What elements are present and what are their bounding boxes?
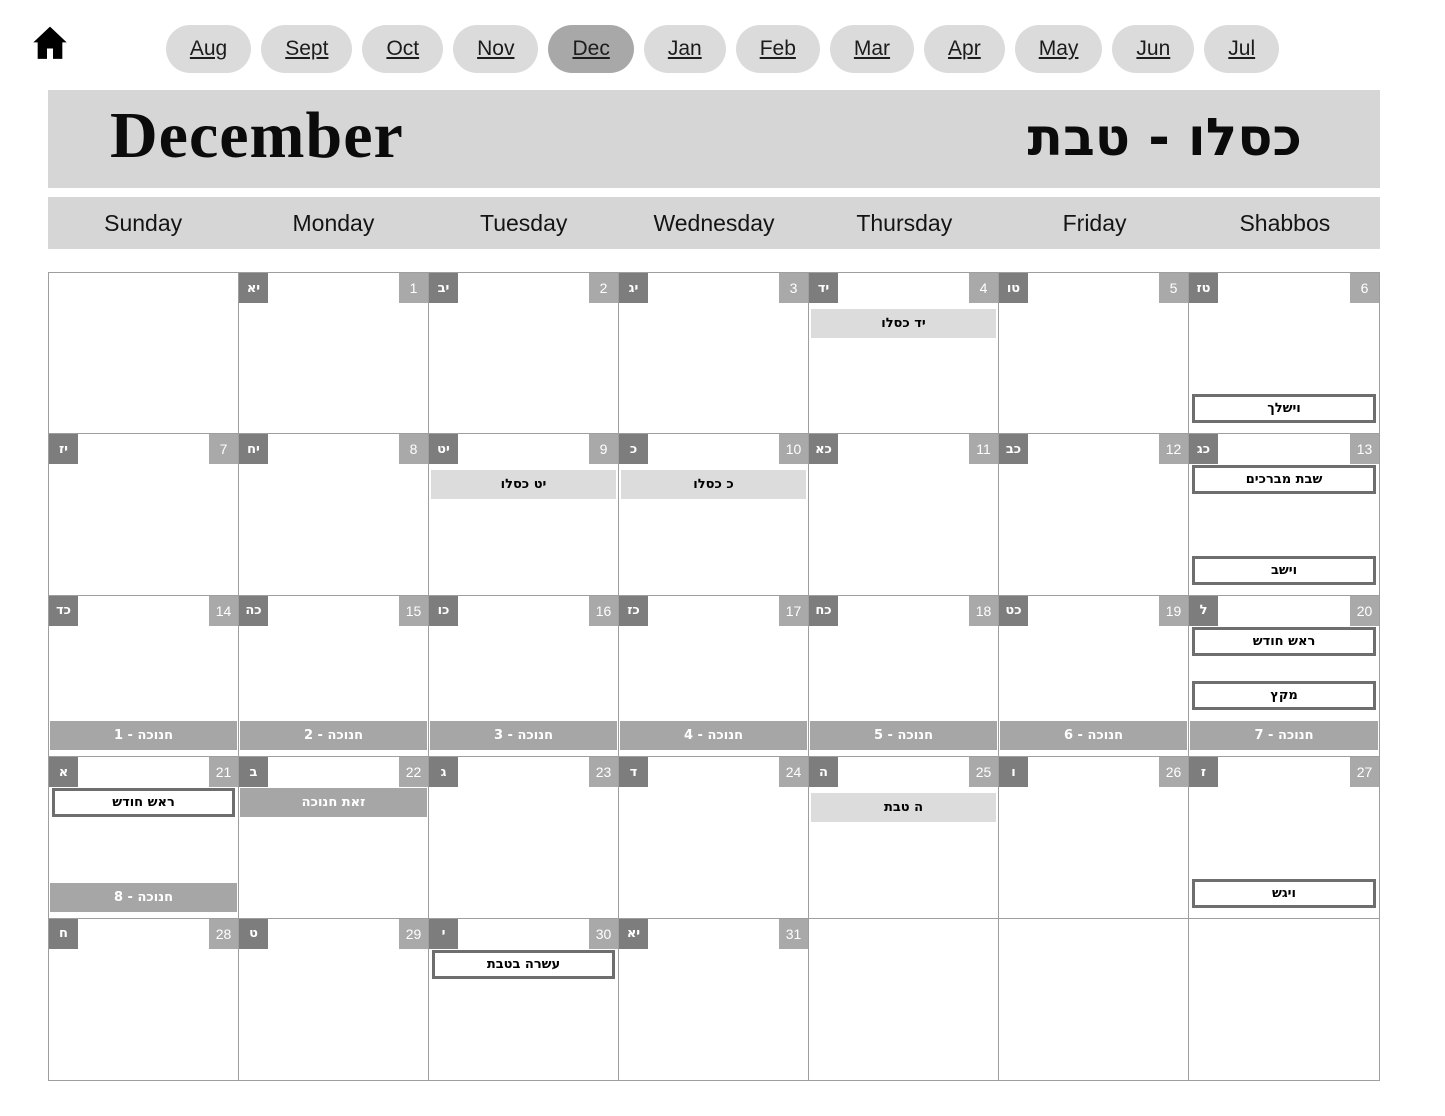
hebrew-date-badge: כח — [809, 596, 838, 626]
hebrew-date-badge: כו — [429, 596, 458, 626]
hebrew-date-badge: ח — [49, 919, 78, 949]
weekday-header-tuesday: Tuesday — [480, 209, 568, 236]
weekday-header-row — [48, 197, 1380, 249]
day-cell-5 — [999, 273, 1189, 434]
weekday-header-thursday: Thursday — [856, 209, 953, 236]
hebrew-date-badge: כז — [619, 596, 648, 626]
event-box: שבת מברכים — [1192, 465, 1376, 494]
english-date-badge: 24 — [779, 757, 808, 787]
event-box: ראש חודש — [1192, 627, 1376, 656]
english-date-badge: 9 — [589, 434, 618, 464]
calendar-grid — [48, 272, 1380, 1081]
english-date-badge: 27 — [1350, 757, 1379, 787]
english-date-badge: 14 — [209, 596, 238, 626]
day-cell-28 — [49, 919, 239, 1080]
event-box: ראש חודש — [52, 788, 235, 817]
english-date-badge: 18 — [969, 596, 998, 626]
month-tab-oct[interactable]: Oct — [362, 25, 443, 73]
month-tab-feb[interactable]: Feb — [736, 25, 820, 73]
day-cell-19 — [999, 596, 1189, 757]
day-cell-3 — [619, 273, 809, 434]
month-tab-apr[interactable]: Apr — [924, 25, 1005, 73]
month-tab-jun[interactable]: Jun — [1112, 25, 1194, 73]
hebrew-date-badge: ל — [1189, 596, 1218, 626]
day-cell-16 — [429, 596, 619, 757]
day-cell-13 — [1189, 434, 1379, 595]
holiday-banner: חנוכה - 1 — [50, 721, 237, 750]
month-tab-jul[interactable]: Jul — [1204, 25, 1279, 73]
hebrew-date-badge: יז — [49, 434, 78, 464]
month-tab-sept[interactable]: Sept — [261, 25, 352, 73]
holiday-banner: חנוכה - 3 — [430, 721, 617, 750]
event-strip: יד כסלו — [811, 309, 996, 338]
english-date-badge: 3 — [779, 273, 808, 303]
holiday-banner: זאת חנוכה — [240, 788, 427, 817]
holiday-banner: חנוכה - 6 — [1000, 721, 1187, 750]
english-date-badge: 7 — [209, 434, 238, 464]
hebrew-date-badge: יד — [809, 273, 838, 303]
month-tab-dec[interactable]: Dec — [548, 25, 633, 73]
day-cell-20 — [1189, 596, 1379, 757]
english-date-badge: 29 — [399, 919, 428, 949]
english-date-badge: 11 — [969, 434, 998, 464]
english-date-badge: 10 — [779, 434, 808, 464]
english-date-badge: 21 — [209, 757, 238, 787]
hebrew-date-badge: יב — [429, 273, 458, 303]
holiday-banner: חנוכה - 2 — [240, 721, 427, 750]
day-cell-4 — [809, 273, 999, 434]
hebrew-date-badge: כא — [809, 434, 838, 464]
day-cell-29 — [239, 919, 429, 1080]
english-date-badge: 5 — [1159, 273, 1188, 303]
hebrew-date-badge: ז — [1189, 757, 1218, 787]
day-cell-empty — [999, 919, 1189, 1080]
english-date-badge: 28 — [209, 919, 238, 949]
english-date-badge: 8 — [399, 434, 428, 464]
weekday-header-friday: Friday — [1062, 209, 1127, 236]
day-cell-2 — [429, 273, 619, 434]
holiday-banner: חנוכה - 5 — [810, 721, 997, 750]
english-date-badge: 17 — [779, 596, 808, 626]
hebrew-date-badge: כה — [239, 596, 268, 626]
month-title-hebrew: כסלו - טבת — [1027, 107, 1302, 168]
month-tab-jan[interactable]: Jan — [644, 25, 726, 73]
english-date-badge: 22 — [399, 757, 428, 787]
english-date-badge: 12 — [1159, 434, 1188, 464]
english-date-badge: 25 — [969, 757, 998, 787]
english-date-badge: 23 — [589, 757, 618, 787]
english-date-badge: 15 — [399, 596, 428, 626]
hebrew-date-badge: כג — [1189, 434, 1218, 464]
day-cell-22 — [239, 757, 429, 918]
weekday-header-monday: Monday — [292, 209, 375, 236]
day-cell-12 — [999, 434, 1189, 595]
day-cell-26 — [999, 757, 1189, 918]
hebrew-date-badge: ט — [239, 919, 268, 949]
day-cell-8 — [239, 434, 429, 595]
hebrew-date-badge: יג — [619, 273, 648, 303]
hebrew-date-badge: כט — [999, 596, 1028, 626]
weekday-header-wednesday: Wednesday — [653, 209, 775, 236]
day-cell-15 — [239, 596, 429, 757]
hebrew-date-badge: טו — [999, 273, 1028, 303]
hebrew-date-badge: כב — [999, 434, 1028, 464]
day-cell-21 — [49, 757, 239, 918]
day-cell-7 — [49, 434, 239, 595]
hebrew-date-badge: יא — [239, 273, 268, 303]
month-tab-mar[interactable]: Mar — [830, 25, 914, 73]
day-cell-6 — [1189, 273, 1379, 434]
english-date-badge: 26 — [1159, 757, 1188, 787]
weekday-header-sunday: Sunday — [104, 209, 183, 236]
month-title-english: December — [110, 98, 404, 172]
day-cell-14 — [49, 596, 239, 757]
month-nav — [0, 25, 1445, 73]
day-cell-11 — [809, 434, 999, 595]
hebrew-date-badge: א — [49, 757, 78, 787]
day-cell-25 — [809, 757, 999, 918]
event-strip: ה טבת — [811, 793, 996, 822]
holiday-banner: חנוכה - 4 — [620, 721, 807, 750]
english-date-badge: 30 — [589, 919, 618, 949]
day-cell-30 — [429, 919, 619, 1080]
day-cell-empty — [1189, 919, 1379, 1080]
english-date-badge: 13 — [1350, 434, 1379, 464]
hebrew-date-badge: ה — [809, 757, 838, 787]
event-strip: כ כסלו — [621, 470, 806, 499]
english-date-badge: 31 — [779, 919, 808, 949]
top-bar — [0, 0, 1445, 90]
holiday-banner: חנוכה - 7 — [1190, 721, 1378, 750]
event-strip: יט כסלו — [431, 470, 616, 499]
event-box: וישלך — [1192, 394, 1376, 423]
event-box: עשרה בטבת — [432, 950, 615, 979]
hebrew-date-badge: י — [429, 919, 458, 949]
hebrew-date-badge: ו — [999, 757, 1028, 787]
hebrew-date-badge: כד — [49, 596, 78, 626]
english-date-badge: 20 — [1350, 596, 1379, 626]
english-date-badge: 2 — [589, 273, 618, 303]
day-cell-empty — [809, 919, 999, 1080]
hebrew-date-badge: יח — [239, 434, 268, 464]
hebrew-date-badge: ג — [429, 757, 458, 787]
day-cell-24 — [619, 757, 809, 918]
day-cell-empty — [49, 273, 239, 434]
month-title-band — [48, 90, 1380, 188]
event-box: מקץ — [1192, 681, 1376, 710]
day-cell-1 — [239, 273, 429, 434]
english-date-badge: 1 — [399, 273, 428, 303]
day-cell-9 — [429, 434, 619, 595]
month-tab-aug[interactable]: Aug — [166, 25, 251, 73]
weekday-header-shabbos: Shabbos — [1239, 209, 1331, 236]
english-date-badge: 6 — [1350, 273, 1379, 303]
day-cell-10 — [619, 434, 809, 595]
english-date-badge: 19 — [1159, 596, 1188, 626]
event-box: ויגש — [1192, 879, 1376, 908]
event-box: וישב — [1192, 556, 1376, 585]
day-cell-27 — [1189, 757, 1379, 918]
hebrew-date-badge: יט — [429, 434, 458, 464]
holiday-banner: חנוכה - 8 — [50, 883, 237, 912]
day-cell-17 — [619, 596, 809, 757]
hebrew-date-badge: טז — [1189, 273, 1218, 303]
day-cell-31 — [619, 919, 809, 1080]
english-date-badge: 4 — [969, 273, 998, 303]
english-date-badge: 16 — [589, 596, 618, 626]
hebrew-date-badge: יא — [619, 919, 648, 949]
hebrew-date-badge: כ — [619, 434, 648, 464]
month-tab-may[interactable]: May — [1015, 25, 1103, 73]
hebrew-date-badge: ב — [239, 757, 268, 787]
day-cell-18 — [809, 596, 999, 757]
hebrew-date-badge: ד — [619, 757, 648, 787]
month-tab-nov[interactable]: Nov — [453, 25, 538, 73]
day-cell-23 — [429, 757, 619, 918]
